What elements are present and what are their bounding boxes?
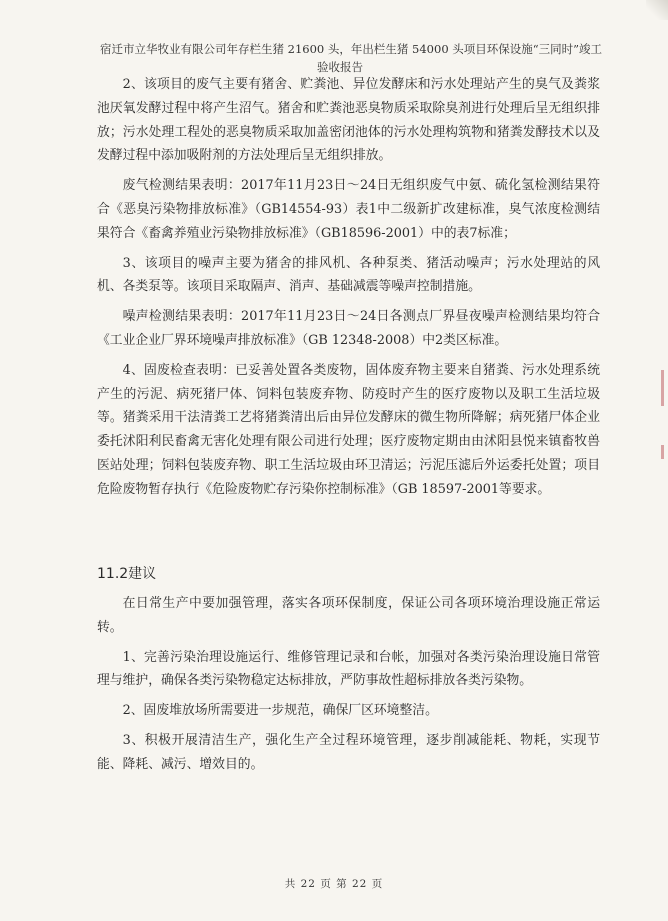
page-header xyxy=(100,40,603,76)
paragraph-noise: 3、该项目的噪声主要为猪舍的排风机、各种泵类、猪活动噪声；污水处理站的风机、各类泵等。该项目采取隔声、消声、基础减震等噪声控制措施。 xyxy=(97,255,600,295)
margin-stamp-mark xyxy=(661,370,664,406)
suggestion-item-3: 3、积极开展清洁生产，强化生产全过程环境管理，逐步削减能耗、物耗，实现节能、降耗、减污、增效目的。 xyxy=(97,732,600,772)
paragraph-exhaust-results: 废气检测结果表明：2017年11月23日～24日无组织废气中氨、硫化氢检测结果符合《恶臭污染物排放标准》（GB14554-93）表1中二级新扩改建标准，臭气浓度检测结果符合《畜禽养殖业污染物排放标准》（GB18596-2001）中的表7标准； xyxy=(97,178,600,241)
suggestion-item-2: 2、固废堆放场所需要进一步规范，确保厂区环境整洁。 xyxy=(122,703,438,719)
header-title-line1: 宿迁市立华牧业有限公司年存栏生猪 21600 头，年出栏生猪 54000 头项目环保设施“三同时”竣工 xyxy=(100,42,603,56)
suggestion-item-1: 1、完善污染治理设施运行、维修管理记录和台帐，加强对各类污染治理设施日常管理与维护，确保各类污染物稳定达标排放，严防事故性超标排放各类污染物。 xyxy=(97,649,600,689)
paragraph-noise-results: 噪声检测结果表明：2017年11月23日～24日各测点厂界昼夜噪声检测结果均符合《工业企业厂界环境噪声排放标准》（GB 12348-2008）中2类区标准。 xyxy=(97,309,600,348)
suggestion-intro: 在日常生产中要加强管理，落实各项环保制度，保证公司各项环境治理设施正常运转。 xyxy=(97,596,600,635)
paragraph-solid-waste: 4、固废检查表明：已妥善处置各类废物，固体废弃物主要来自猪粪、污水处理系统产生的污泥、病死猪尸体、饲料包装废弃物、防疫时产生的医疗废物以及职工生活垃圾等。猪粪采用干法清粪工艺将猪粪清出后由异位发酵床的微生物所降解；病死猪尸体企业委托沭阳利民畜禽无害化处理有限公司进行处理；医疗废物定期由由沭阳县悦来镇畜牧兽医站处理；饲料包装废弃物、职工生活垃圾由环卫清运；污泥压滤后外运委托处置；项目危险废物暂存执行《危险废物贮存污染你控制标准》（GB 18597-2001等要求。 xyxy=(97,362,600,497)
page-footer: 共 22 页 第 22 页 xyxy=(284,878,384,890)
paragraph-exhaust-gas: 2、该项目的废气主要有猪舍、贮粪池、异位发酵床和污水处理站产生的臭气及粪浆池厌氧发酵过程中将产生沼气。猪舍和贮粪池恶臭物质采取除臭剂进行处理后呈无组织排放；污水处理工程处的恶臭物质采取加盖密闭池体的污水处理构筑物和猪粪发酵技术以及发酵过程中添加吸附剂的方法处理后呈无组织排放。 xyxy=(97,77,600,164)
conclusions-body xyxy=(97,73,600,508)
section-title-suggestions: 11.2建议 xyxy=(97,566,157,582)
page-corner-shadow xyxy=(646,0,668,20)
suggestions-body xyxy=(97,592,600,783)
margin-stamp-mark xyxy=(661,445,664,459)
header-title-line2: 验收报告 xyxy=(317,60,363,74)
